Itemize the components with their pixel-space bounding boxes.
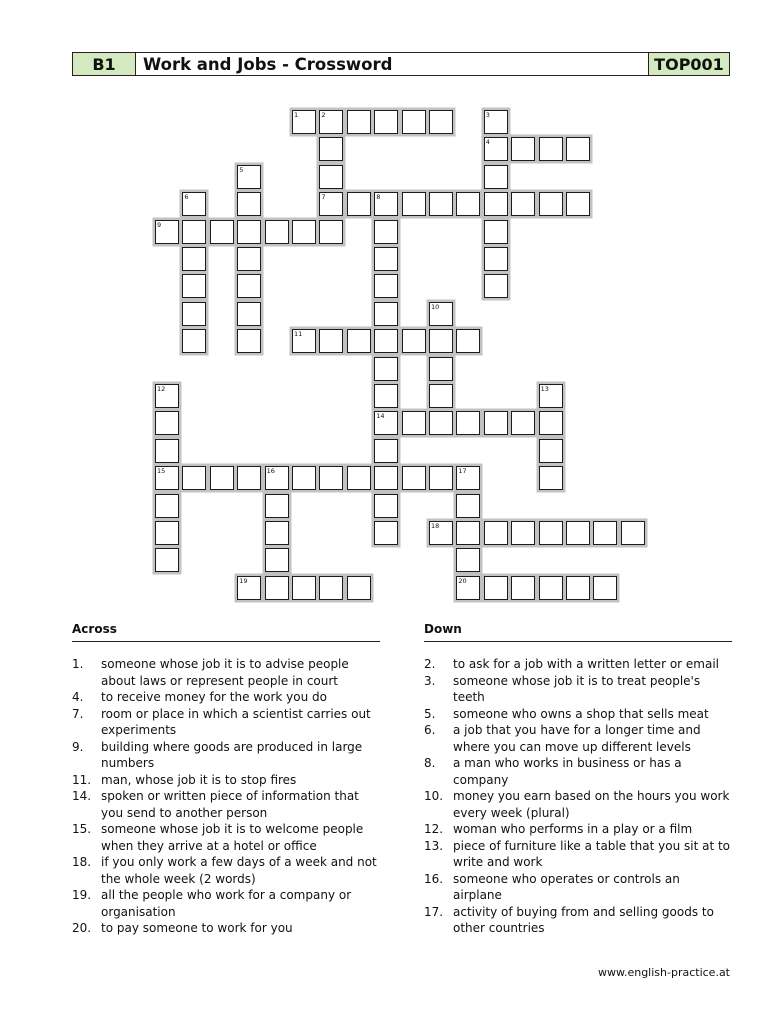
- crossword-cell[interactable]: [539, 384, 563, 408]
- crossword-cell[interactable]: [319, 466, 343, 490]
- crossword-cell[interactable]: [429, 411, 453, 435]
- across-clue: [72, 854, 380, 887]
- crossword-cell[interactable]: [374, 521, 398, 545]
- across-clue: [72, 772, 380, 789]
- clue-num: 1.: [72, 657, 84, 671]
- clue-number: 14: [376, 412, 385, 421]
- across-clue: [72, 706, 380, 739]
- down-clue: [424, 788, 732, 821]
- worksheet-title: Work and Jobs - Crossword: [143, 54, 393, 74]
- clue-num: 8.: [424, 756, 436, 770]
- crossword-cell[interactable]: [374, 384, 398, 408]
- crossword-cell[interactable]: [292, 329, 316, 353]
- clue-num: 5.: [424, 706, 436, 721]
- clue-number: 5: [239, 165, 244, 174]
- clue-text: to receive money for the work you do: [101, 690, 327, 704]
- clue-text: building where goods are produced in large numbers: [101, 739, 363, 770]
- clue-number: 15: [157, 467, 166, 476]
- clue-text: money you earn based on the hours you work every week (plural): [453, 789, 730, 820]
- crossword-cell[interactable]: [237, 576, 261, 600]
- across-clue: [72, 739, 380, 772]
- crossword-cell[interactable]: [484, 247, 508, 271]
- clue-number: 4: [485, 138, 490, 147]
- clue-text: man, whose job it is to stop fires: [101, 772, 297, 787]
- crossword-cell[interactable]: [319, 110, 343, 134]
- crossword-cell[interactable]: [319, 329, 343, 353]
- across-clue: [72, 689, 380, 706]
- clue-text: to pay someone to work for you: [101, 921, 293, 935]
- crossword-cell[interactable]: [511, 521, 535, 545]
- crossword-cell[interactable]: [237, 165, 261, 189]
- clue-num: 10.: [424, 789, 444, 803]
- crossword-cell[interactable]: [374, 110, 398, 134]
- crossword-cell[interactable]: [237, 192, 261, 216]
- crossword-cell[interactable]: [402, 466, 426, 490]
- crossword-cell[interactable]: [374, 329, 398, 353]
- crossword-cell[interactable]: [484, 521, 508, 545]
- crossword-cell[interactable]: [402, 110, 426, 134]
- crossword-cell[interactable]: [402, 329, 426, 353]
- crossword-cell[interactable]: [539, 439, 563, 463]
- crossword-cell[interactable]: [374, 247, 398, 271]
- crossword-cell[interactable]: [292, 466, 316, 490]
- clue-text: someone whose job it is to advise people about laws or represent people in court: [101, 657, 349, 688]
- crossword-cell[interactable]: [429, 192, 453, 216]
- crossword-cell[interactable]: [566, 576, 590, 600]
- crossword-cell[interactable]: [593, 576, 617, 600]
- crossword-cell[interactable]: [539, 521, 563, 545]
- crossword-cell[interactable]: [265, 466, 289, 490]
- clue-text: a job that you have for a longer time and where you can move up different levels: [453, 723, 701, 754]
- crossword-cell[interactable]: [429, 521, 453, 545]
- crossword-cell[interactable]: [237, 329, 261, 353]
- crossword-cell[interactable]: [429, 384, 453, 408]
- crossword-cell[interactable]: [621, 521, 645, 545]
- clue-text: someone whose job it is to treat people's teeth: [453, 673, 701, 704]
- down-clue: [424, 821, 732, 838]
- crossword-cell[interactable]: [155, 521, 179, 545]
- across-clue: [72, 656, 380, 689]
- clue-number: 6: [184, 193, 189, 202]
- crossword-cell[interactable]: [374, 466, 398, 490]
- crossword-cell[interactable]: [429, 302, 453, 326]
- clue-number: 10: [431, 302, 440, 311]
- crossword-cell[interactable]: [155, 439, 179, 463]
- clue-num: 18.: [72, 855, 92, 869]
- clue-num: 16.: [424, 871, 444, 886]
- clue-text: someone who owns a shop that sells meat: [453, 706, 709, 721]
- crossword-cell[interactable]: [319, 220, 343, 244]
- clue-number: 13: [540, 385, 549, 393]
- clue-text: piece of furniture like a table that you sit at to write and work: [453, 838, 731, 869]
- crossword-cell[interactable]: [456, 329, 480, 353]
- clue-number: 19: [239, 576, 248, 585]
- crossword-cell[interactable]: [319, 576, 343, 600]
- clue-num: 11.: [72, 772, 92, 787]
- crossword-cell[interactable]: [511, 192, 535, 216]
- crossword-cell[interactable]: [182, 302, 206, 326]
- crossword-cell[interactable]: [374, 302, 398, 326]
- down-clue: [424, 722, 732, 755]
- across-heading: Across: [72, 622, 380, 642]
- crossword-cell[interactable]: [511, 137, 535, 161]
- down-heading: Down: [424, 622, 732, 642]
- down-clue: [424, 755, 732, 788]
- crossword-cell[interactable]: [456, 521, 480, 545]
- down-clue: [424, 706, 732, 723]
- crossword-cell[interactable]: [593, 521, 617, 545]
- crossword-cell[interactable]: [566, 192, 590, 216]
- crossword-cell[interactable]: [347, 576, 371, 600]
- crossword-cell[interactable]: [484, 192, 508, 216]
- crossword-cell[interactable]: [292, 576, 316, 600]
- clue-text: if you only work a few days of a week and not the whole week (2 words): [101, 855, 377, 886]
- down-clue: [424, 904, 732, 937]
- crossword-cell[interactable]: [484, 576, 508, 600]
- crossword-cell[interactable]: [456, 548, 480, 572]
- clue-num: 3.: [424, 673, 436, 688]
- clue-text: to ask for a job with a written letter or email: [453, 657, 719, 671]
- clue-number: 9: [157, 220, 162, 229]
- clue-text: a man who works in business or has a company: [453, 756, 682, 787]
- down-clue: [424, 871, 732, 904]
- clue-num: 2.: [424, 657, 436, 671]
- clue-num: 7.: [72, 706, 84, 721]
- crossword-cell[interactable]: [347, 110, 371, 134]
- crossword-cell[interactable]: [155, 411, 179, 435]
- crossword-cell[interactable]: [182, 329, 206, 353]
- crossword-cell[interactable]: [374, 220, 398, 244]
- down-clue: [424, 838, 732, 871]
- clue-number: 7: [321, 193, 326, 202]
- crossword-cell[interactable]: [237, 247, 261, 271]
- across-clue: [72, 821, 380, 854]
- crossword-cell[interactable]: [374, 274, 398, 298]
- crossword-cell[interactable]: [539, 466, 563, 490]
- crossword-cell[interactable]: [429, 466, 453, 490]
- crossword-cell[interactable]: [319, 137, 343, 161]
- crossword-cell[interactable]: [539, 137, 563, 161]
- crossword-cell[interactable]: [182, 274, 206, 298]
- clue-num: 15.: [72, 822, 92, 836]
- clue-text: someone whose job it is to welcome people when they arrive at a hotel or office: [101, 822, 364, 853]
- clue-text: room or place in which a scientist carries out experiments: [101, 706, 371, 737]
- crossword-cell[interactable]: [347, 329, 371, 353]
- crossword-cell[interactable]: [182, 192, 206, 216]
- crossword-cell[interactable]: [237, 466, 261, 490]
- crossword-cell[interactable]: [511, 411, 535, 435]
- crossword-cell[interactable]: [456, 192, 480, 216]
- worksheet-code: TOP001: [648, 53, 729, 75]
- clue-num: 19.: [72, 888, 92, 902]
- crossword-cell[interactable]: [566, 137, 590, 161]
- crossword-cell[interactable]: [374, 357, 398, 381]
- clue-number: 3: [485, 111, 490, 119]
- crossword-cell[interactable]: [155, 466, 179, 490]
- crossword-cell[interactable]: [539, 192, 563, 216]
- crossword-cell[interactable]: [265, 521, 289, 545]
- crossword-cell[interactable]: [484, 411, 508, 435]
- crossword-cell[interactable]: [374, 411, 398, 435]
- clue-num: 4.: [72, 690, 84, 704]
- crossword-cell[interactable]: [429, 329, 453, 353]
- crossword-cell[interactable]: [182, 247, 206, 271]
- across-clue: [72, 788, 380, 821]
- clue-number: 1: [294, 111, 299, 119]
- crossword-cell[interactable]: [182, 466, 206, 490]
- clue-num: 14.: [72, 789, 92, 803]
- crossword-cell[interactable]: [237, 274, 261, 298]
- crossword-cell[interactable]: [182, 220, 206, 244]
- clue-text: all the people who work for a company or organisation: [101, 888, 352, 919]
- crossword-cell[interactable]: [429, 357, 453, 381]
- down-clues: [424, 622, 732, 937]
- clue-num: 12.: [424, 822, 444, 836]
- clue-num: 20.: [72, 921, 92, 935]
- crossword-cell[interactable]: [456, 576, 480, 600]
- crossword-cell[interactable]: [155, 220, 179, 244]
- level-badge: B1: [73, 53, 136, 75]
- crossword-cell[interactable]: [319, 165, 343, 189]
- clue-text: someone who operates or controls an airplane: [453, 871, 680, 902]
- clue-text: woman who performs in a play or a film: [453, 822, 693, 836]
- footer-url: www.english-practice.at: [597, 966, 730, 979]
- crossword-cell[interactable]: [155, 548, 179, 572]
- clue-number: 8: [376, 193, 381, 202]
- crossword-cell[interactable]: [484, 137, 508, 161]
- crossword-cell[interactable]: [155, 494, 179, 518]
- clue-number: 2: [321, 111, 326, 119]
- clue-number: 20: [458, 576, 467, 585]
- clue-text: activity of buying from and selling goods to other countries: [453, 904, 714, 935]
- crossword-cell[interactable]: [539, 411, 563, 435]
- crossword-cell[interactable]: [402, 411, 426, 435]
- crossword-cell[interactable]: [484, 110, 508, 134]
- across-clue: [72, 920, 380, 937]
- crossword-cell[interactable]: [456, 494, 480, 518]
- crossword-cell[interactable]: [237, 220, 261, 244]
- crossword-cell[interactable]: [292, 110, 316, 134]
- down-clue-list: [424, 656, 732, 937]
- crossword-cell[interactable]: [319, 192, 343, 216]
- crossword-cell[interactable]: [347, 192, 371, 216]
- crossword-cell[interactable]: [155, 384, 179, 408]
- crossword-cell[interactable]: [347, 466, 371, 490]
- crossword-cell[interactable]: [566, 521, 590, 545]
- crossword-cell[interactable]: [374, 439, 398, 463]
- crossword-cell[interactable]: [265, 494, 289, 518]
- crossword-cell[interactable]: [456, 466, 480, 490]
- crossword-cell[interactable]: [374, 494, 398, 518]
- clue-number: 17: [458, 467, 467, 476]
- clue-number: 18: [431, 522, 440, 530]
- crossword-cell[interactable]: [484, 274, 508, 298]
- crossword-cell[interactable]: [484, 220, 508, 244]
- crossword-cell[interactable]: [402, 192, 426, 216]
- clue-number: 12: [157, 385, 166, 393]
- clue-number: 11: [294, 330, 303, 339]
- crossword-cell[interactable]: [237, 302, 261, 326]
- clue-num: 13.: [424, 838, 444, 853]
- across-clue: [72, 887, 380, 920]
- crossword-cell[interactable]: [429, 110, 453, 134]
- crossword-cell[interactable]: [292, 220, 316, 244]
- clue-num: 6.: [424, 723, 436, 737]
- crossword-cell[interactable]: [539, 576, 563, 600]
- crossword-cell[interactable]: [374, 192, 398, 216]
- across-clues: [72, 622, 380, 937]
- crossword-cell[interactable]: [210, 466, 234, 490]
- across-clue-list: [72, 656, 380, 937]
- crossword-cell[interactable]: [265, 576, 289, 600]
- crossword-cell[interactable]: [484, 165, 508, 189]
- clue-num: 9.: [72, 739, 84, 754]
- crossword-cell[interactable]: [511, 576, 535, 600]
- clue-num: 17.: [424, 904, 444, 919]
- clue-text: spoken or written piece of information that you send to another person: [101, 789, 359, 820]
- crossword-cell[interactable]: [265, 548, 289, 572]
- crossword-cell[interactable]: [210, 220, 234, 244]
- down-clue: [424, 656, 732, 673]
- crossword-cell[interactable]: [265, 220, 289, 244]
- crossword-cell[interactable]: [456, 411, 480, 435]
- down-clue: [424, 673, 732, 706]
- clue-number: 16: [266, 467, 275, 476]
